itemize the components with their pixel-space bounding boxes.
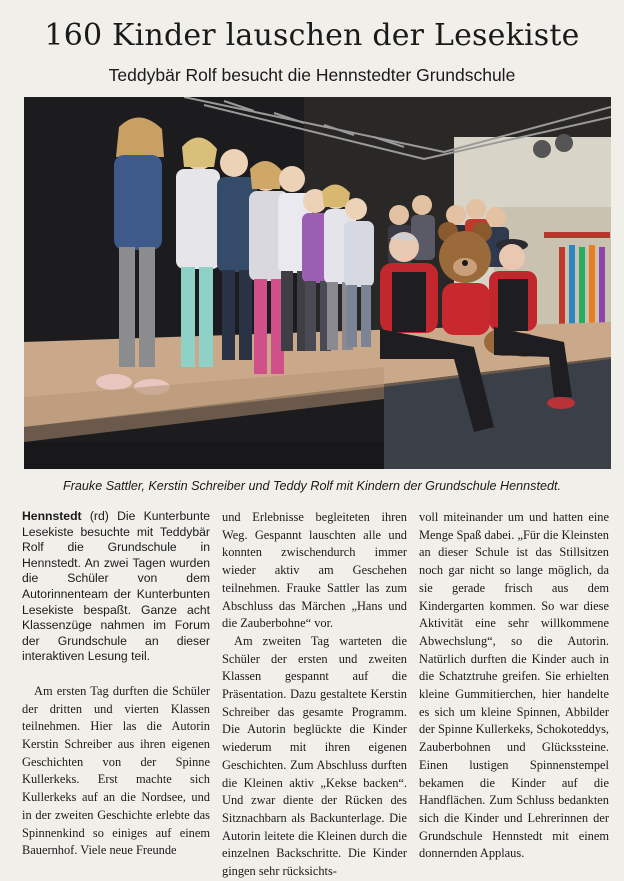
column-2-paragraph-1: und Erlebnisse begleiteten ihren Weg. Gespannt lauschten alle und konnten zwischendurch immer wieder aktiv am Geschehen teilnehmen. Frauke Sattler las zum Abschluss das Märchen „Hans und die Zauberbohne“ vor.	[222, 510, 407, 631]
headline: 160 Kinder lauschen der Lesekiste	[44, 18, 580, 53]
photo-caption: Frauke Sattler, Kerstin Schreiber und Teddy Rolf mit Kindern der Grundschule Hennstedt.	[63, 479, 561, 493]
article-column-3	[419, 509, 609, 863]
column-2-paragraph-2: Am zweiten Tag warteten die Schüler der ersten und zweiten Klassen gespannt auf die Präsentation. Dazu gestaltete Kerstin Schreiber das gesamte Programm. Die Autorin beglückte die Kinder wiederum mit ihren eigenen Geschichten. Zum Abschluss durften die Kleinen aktiv „Kekse backen“. Und zwar diente der Rücken des Sitznachbarn als Backunterlage. Die Autorin leitete die Kleinen durch die einzelnen Backschritte. Die Kinder gingen sehr rücksichts-	[222, 633, 407, 879]
article-lead	[22, 509, 210, 665]
lead-text: Die Kunterbunte Lesekiste besuchte mit Teddybär Rolf die Grundschule in Hennstedt. An zwei Tagen wurden die Schüler von dem Autorinnenteam der Kunterbunten Lesekiste bespaßt. Ganze acht Klassenzüge nahmen im Forum der Grundschule an dieser interaktiven Lesung teil.	[22, 509, 210, 664]
source-tag: (rd)	[89, 509, 109, 523]
article-photo	[24, 97, 611, 469]
column-3-paragraph: voll miteinander um und hatten eine Menge Spaß dabei. „Für die Kleinsten an dieser Schule ist das Stillsitzen noch gar nicht so lange möglich, da sie gerade frisch aus dem Kindergarten kommen. So war diese Aktivität eine sehr willkommene Abwechslung“, so die Autorin. Natürlich durften die Kinder auch in die Schatztruhe greifen. Sie erhielten kleine Gummitierchen, hier handelte es sich um kleine Spinnen, Abbilder der Spinne Kullerkeks, Schokoteddys, Zauberbohnen und Glückssteine. Einen lustigen Spinnenstempel bekamen die Kinder auf die Handflächen. Zum Schluss bedankten sich die Kinder und Lehrerinnen der Grundschule Hennstedt mit einem donnernden Applaus.	[419, 510, 609, 861]
dateline: Hennstedt	[22, 509, 82, 523]
article-column-2	[222, 509, 407, 881]
article-body	[22, 509, 609, 879]
subheadline: Teddybär Rolf besucht die Hennstedter Grundschule	[108, 65, 516, 85]
column-1-paragraph: Am ersten Tag durften die Schüler der dritten und vierten Klassen teilnehmen. Hier las die Autorin Kerstin Schreiber aus ihren eigenen Geschichten von der Spinne Kullerkeks. Erst machte sich Kullerkeks auf an die Nordsee, und in der zweiten Geschichte erlebte das Spinnenkind so einiges auf einem Bauernhof. Viele neue Freunde	[22, 683, 210, 858]
article-column-1	[22, 509, 210, 860]
